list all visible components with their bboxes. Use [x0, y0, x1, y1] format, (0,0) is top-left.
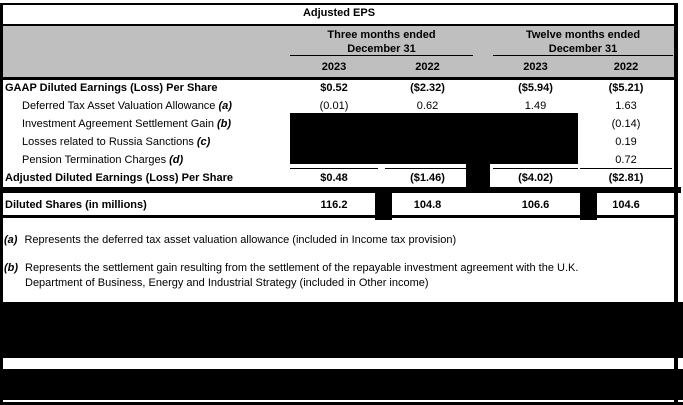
footnote-line	[4, 261, 668, 276]
year-header: 2023	[321, 61, 347, 73]
value-cell: ($5.94)	[518, 82, 553, 94]
value-cell: ($4.02)	[518, 172, 553, 184]
column-group-three-months	[290, 28, 473, 56]
table-row-gaap-eps	[0, 80, 678, 98]
column-group-line2: December 31	[548, 43, 618, 55]
row-label: Losses related to Russia Sanctions (c)	[22, 136, 211, 148]
redaction-column-separator	[375, 187, 392, 220]
total-rule	[385, 168, 470, 169]
redaction-block-column-gap	[466, 163, 490, 188]
footnote-a	[4, 233, 668, 248]
value-cell: 106.6	[521, 199, 550, 211]
footnote-text: Represents the settlement gain resulting from the settlement of the repayable investment agreement with the U.K.	[25, 262, 579, 274]
value-cell: 0.72	[615, 154, 637, 166]
year-header: 2023	[523, 61, 548, 73]
row-label: Adjusted Diluted Earnings (Loss) Per Share	[5, 172, 233, 184]
year-header-row	[0, 59, 678, 75]
redaction-bottom-paragraph-1	[0, 302, 683, 358]
column-group-line1: Twelve months ended	[525, 29, 641, 41]
row-label: Deferred Tax Asset Valuation Allowance (a)	[22, 100, 232, 112]
row-label: GAAP Diluted Earnings (Loss) Per Share	[5, 82, 218, 94]
redaction-bottom-paragraph-2	[0, 369, 683, 400]
value-cell: 116.2	[320, 199, 348, 211]
title-divider	[0, 24, 678, 26]
footnote-marker: (a)	[4, 234, 18, 246]
redaction-block-table-values	[290, 113, 578, 164]
value-cell: 104.8	[413, 199, 442, 211]
year-header: 2022	[415, 61, 440, 73]
value-cell: 1.49	[524, 100, 547, 112]
row-label: Diluted Shares (in millions)	[5, 199, 147, 211]
value-cell: (0.01)	[319, 100, 349, 112]
value-cell: ($5.21)	[608, 82, 644, 94]
column-group-line1: Three months ended	[327, 29, 436, 41]
value-cell: (0.14)	[611, 118, 641, 130]
total-rule	[290, 168, 378, 169]
redaction-band-above-diluted-shares	[0, 187, 681, 193]
column-group-twelve-months	[493, 28, 673, 56]
footnote-b	[4, 261, 668, 291]
row-label: Investment Agreement Settlement Gain (b)	[22, 118, 232, 130]
value-cell: ($2.81)	[608, 172, 644, 184]
total-rule	[493, 168, 578, 169]
value-cell: ($1.46)	[410, 172, 445, 184]
column-group-line2: December 31	[347, 43, 416, 55]
value-cell: 1.63	[615, 100, 637, 112]
footnote-line: Department of Business, Energy and Industrial Strategy (included in Other income)	[25, 277, 429, 289]
footnote-text: Represents the deferred tax asset valuation allowance (included in Income tax provision)	[24, 234, 457, 246]
value-cell: 0.19	[615, 136, 637, 148]
footnote-marker: (b)	[4, 262, 19, 274]
value-cell: $0.52	[320, 82, 348, 94]
value-cell: ($2.32)	[410, 82, 445, 94]
value-cell: 0.62	[416, 100, 439, 112]
table-row-adjusted-eps	[0, 170, 678, 188]
table-row-diluted-shares	[0, 193, 678, 217]
year-header: 2022	[613, 61, 639, 73]
table-bottom-rule	[0, 215, 678, 218]
value-cell: $0.48	[320, 172, 348, 184]
value-cell: 104.6	[612, 199, 640, 211]
total-rule	[580, 168, 672, 169]
row-label: Pension Termination Charges (d)	[22, 154, 184, 166]
redaction-column-separator	[580, 187, 597, 220]
table-title: Adjusted EPS	[302, 7, 376, 19]
